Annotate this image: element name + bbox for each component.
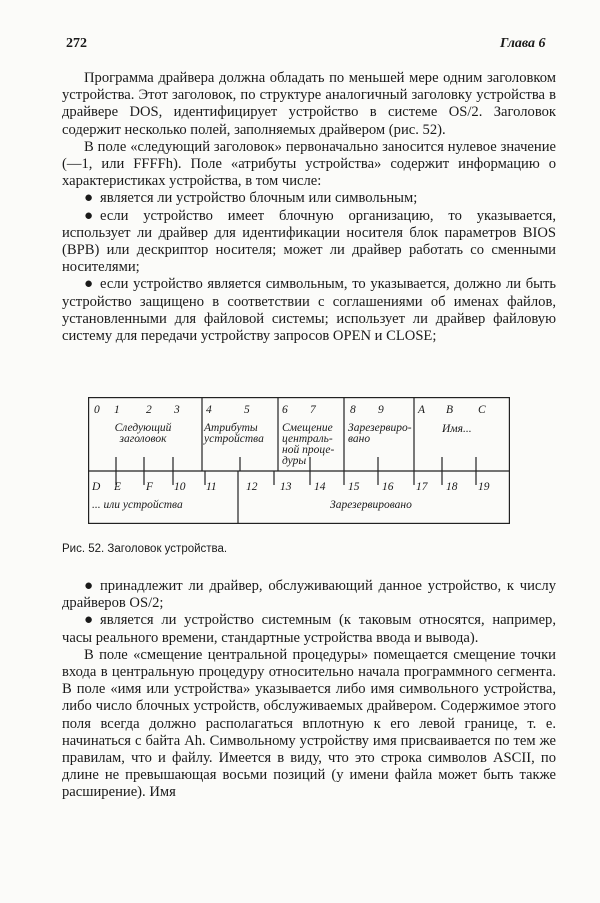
bullet-icon: ●	[84, 276, 94, 293]
field-reserved-top: Зарезервиро-вано	[348, 422, 412, 445]
offset-label: 19	[478, 481, 490, 493]
offset-label: 5	[244, 404, 250, 416]
field-attributes: Атрибуты устройства	[204, 422, 264, 445]
offset-label: D	[92, 481, 101, 493]
offset-label: 7	[310, 404, 316, 416]
offset-label: C	[478, 404, 486, 416]
offset-label: 13	[280, 481, 292, 493]
offset-label: 2	[146, 404, 152, 416]
bullet-item: ● является ли устройство блочным или символьным;	[84, 190, 418, 207]
bullet-icon: ●	[84, 578, 94, 594]
offset-label: 15	[348, 481, 360, 493]
offset-label: 18	[446, 481, 458, 493]
offset-label: 12	[246, 481, 258, 493]
bullet-item: ● если устройство является символьным, то указывается, должно ли быть устройство защищено в соответствии с соглашениями об именах файлов, установленными для файловой системы; использует ли драйвер файловую систему для передачи устройству запросов OPEN и CLOSE;	[62, 276, 556, 345]
offset-label: 6	[282, 404, 288, 416]
text-block-top	[62, 70, 556, 345]
bullet-item: ● является ли устройство системным (к таковым относятся, например, часы реального времени, стандартные устройства ввода и вывода).	[62, 612, 556, 646]
field-name-start: Имя...	[442, 423, 472, 435]
field-strategy-offset: Смещение централь-ной проце-дуры	[282, 422, 335, 467]
offset-label: 1	[114, 404, 120, 416]
field-next-header: Следующий заголовок	[114, 422, 172, 445]
offset-label: E	[114, 481, 122, 493]
offset-label: 10	[174, 481, 186, 493]
paragraph: В поле «смещение центральной процедуры» помещается смещение точки входа в центральную процедуру относительно начала программного сегмента. В поле «имя или устройства» указывается либо имя символьного устройства, либо число блочных устройств, обслуживаемых драйвером. Содержимое этого поля всегда должно располагаться вплотную к его левой границе, т. е. начинаться с байта Ah. Символьному устройству имя присваивается по тем же правилам, что и файлу. Имеется в виду, что это строка символов ASCII, по длине не превышающая восьми позиций (у имени файла может быть также расширение). Имя	[62, 646, 556, 801]
offset-label: B	[446, 404, 454, 416]
page-number: 272	[66, 36, 87, 51]
paragraph: В поле «следующий заголовок» первоначально заносится нулевое значение (—1, или FFFFh). Поле «атрибуты устройства» содержит информацию о характеристиках устройства, в том числе:	[62, 138, 556, 190]
offset-label: F	[146, 481, 154, 493]
offset-label: 8	[350, 404, 356, 416]
text-block-bottom	[62, 578, 556, 802]
chapter-title: Глава 6	[500, 36, 546, 51]
offset-label: 9	[378, 404, 384, 416]
field-reserved-bottom: Зарезервировано	[330, 499, 412, 511]
device-header-figure	[88, 397, 510, 524]
offset-label: 17	[416, 481, 428, 493]
offset-label: 16	[382, 481, 394, 493]
figure-caption: Рис. 52. Заголовок устройства.	[62, 543, 228, 555]
bullet-icon: ●	[84, 190, 94, 207]
offset-label: 14	[314, 481, 326, 493]
offset-label: 11	[206, 481, 217, 493]
bullet-icon: ●	[84, 612, 94, 629]
offset-label: 0	[94, 404, 100, 416]
offset-label: 3	[174, 404, 180, 416]
paragraph: Программа драйвера должна обладать по меньшей мере одним заголовком устройства. Этот заголовок, по структуре аналогичный заголовку устройства в драйвере DOS, идентифицирует устройство в системе OS/2. Заголовок содержит несколько полей, заполняемых драйвером (рис. 52).	[62, 70, 556, 138]
offset-label: A	[418, 404, 426, 416]
bullet-icon: ●	[84, 207, 94, 224]
offset-label: 4	[206, 404, 212, 416]
bullet-item: ● если устройство имеет блочную организацию, то указывается, использует ли драйвер для идентификации носителя блок параметров BIOS (BPB) или дескриптор носителя; может ли драйвер работать со сменными носителями;	[62, 207, 556, 276]
field-name-end: ... или устройства	[92, 499, 183, 511]
bullet-item: ● принадлежит ли драйвер, обслуживающий данное устройство, к числу драйверов OS/2;	[62, 578, 556, 612]
